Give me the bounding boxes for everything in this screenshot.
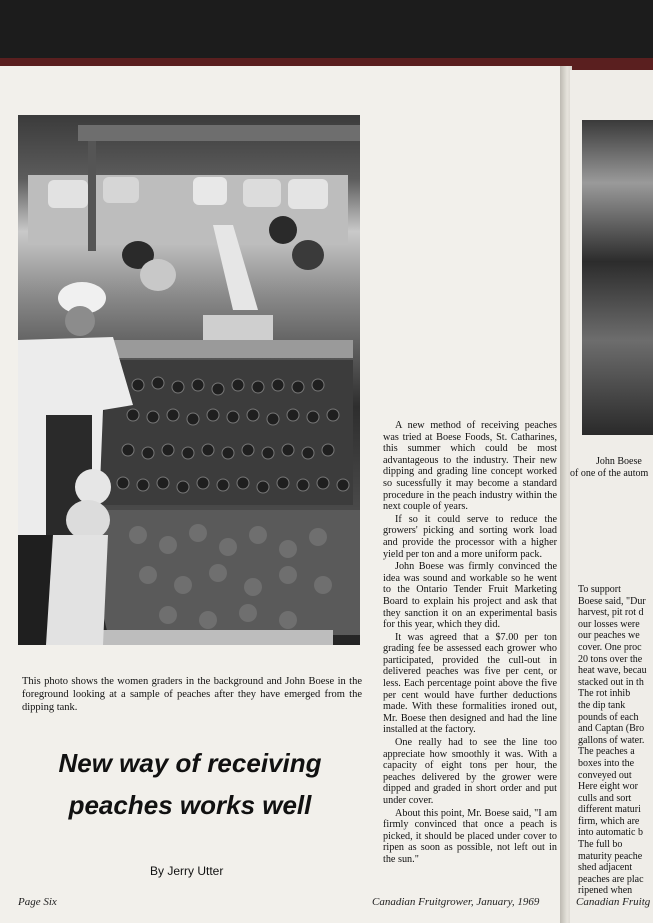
adjacent-column-line: Here eight wor: [578, 781, 638, 793]
adjacent-column-line: peaches are plac: [578, 873, 644, 885]
adjacent-column-line: stacked out in th: [578, 676, 644, 688]
article-paragraph: A new method of receiving peaches was tried at Boese Foods, St. Catharines, this summer which could be most advantageous to the industry. Their new dipping and grading line concept worked so sucessfully it may become a standard procedure in the peach industry within the next couple of years.: [383, 420, 557, 513]
peach-line-illustration: [18, 115, 360, 645]
adjacent-column-line: boxes into the: [578, 757, 635, 769]
adjacent-caption-line: John Boese: [596, 456, 642, 467]
adjacent-column-line: cover. One proc: [578, 641, 642, 653]
adjacent-column-line: conveyed out: [578, 769, 632, 781]
adjacent-column-line: different maturi: [578, 804, 641, 816]
article-headline: [20, 742, 360, 826]
article-paragraph: If so it could serve to reduce the growers' picking and sorting work load and provide the processor with a higher yield per ton and a more uniform pack.: [383, 513, 557, 560]
adjacent-column-line: Boese said, "Dur: [578, 595, 646, 607]
adjacent-column-line: pounds of each: [578, 711, 639, 723]
article-paragraph: About this point, Mr. Boese said, "I am firmly convinced that once a peach is picked, it should be placed under cover to ripen as soon as possible, not left out in the sun.": [383, 807, 557, 865]
photo-caption: This photo shows the women graders in the background and John Boese in the foreground looking at a sample of peaches after they have emerged from the dipping tank.: [22, 675, 362, 713]
page-number: Page Six: [18, 896, 57, 908]
adjacent-column-line: To support: [578, 584, 621, 595]
adjacent-column-line: and Captan (Bro: [578, 723, 645, 735]
adjacent-column-line: culls and sort: [578, 792, 632, 804]
adjacent-column-line: the dip tank: [578, 699, 626, 711]
adjacent-column-line: shed adjacent: [578, 862, 633, 874]
adjacent-column-line: The rot inhib: [578, 688, 631, 700]
adjacent-column-line: firm, which are: [578, 815, 640, 827]
adjacent-column-line: gallons of water.: [578, 734, 645, 746]
adjacent-column-line: heat wave, becau: [578, 665, 647, 677]
peach-grading-photo: [18, 115, 360, 645]
publication-footer: Canadian Fruitgrower, January, 1969: [372, 896, 540, 908]
adjacent-column-line: our peaches we: [578, 630, 640, 642]
adjacent-column-line: our losses were: [578, 618, 640, 630]
byline: By Jerry Utter: [150, 864, 224, 878]
adjacent-article-column: [578, 584, 653, 897]
headline-line-2: peaches works well: [68, 790, 312, 820]
adjacent-caption-line: of one of the autom: [570, 468, 649, 479]
adjacent-column-line: maturity peache: [578, 850, 643, 862]
scanner-background-top: [0, 0, 653, 58]
article-paragraph: One really had to see the line too appreciate how smoothly it was. With a capacity of eight tons per hour, the peaches delivered by the grower were dipped and graded in short order and put under cover.: [383, 737, 557, 806]
adjacent-column-line: into automatic b: [578, 827, 643, 839]
headline-line-1: New way of receiving: [58, 748, 322, 778]
adjacent-column-line: The full bo: [578, 839, 623, 851]
article-paragraph: It was agreed that a $7.00 per ton grading fee be assessed each grower who participated, provided the cull-out in delivered peaches was five per cent, or less. Each percentage point above the five per cent would have further deductions made. With these formalities ironed out, Mr. Boese then designed and had the line installed at the factory.: [383, 631, 557, 736]
adjacent-publication-footer: Canadian Fruitg: [576, 896, 651, 908]
adjacent-column-line: The peaches a: [578, 746, 635, 758]
adjacent-column-line: 20 tons over the: [578, 653, 643, 665]
article-paragraph: John Boese was firmly convinced the idea was sound and workable so he went to the Ontario Tender Fruit Marketing Board to explain his project and ask that they sanction it on an experimental basis for this year, which they did.: [383, 561, 557, 631]
adjacent-page-photo: [582, 120, 653, 435]
adjacent-column-line: harvest, pit rot d: [578, 607, 644, 619]
adjacent-column-line: ripened when: [578, 885, 633, 897]
article-body: [383, 420, 557, 867]
adjacent-photo-caption: [570, 456, 653, 480]
